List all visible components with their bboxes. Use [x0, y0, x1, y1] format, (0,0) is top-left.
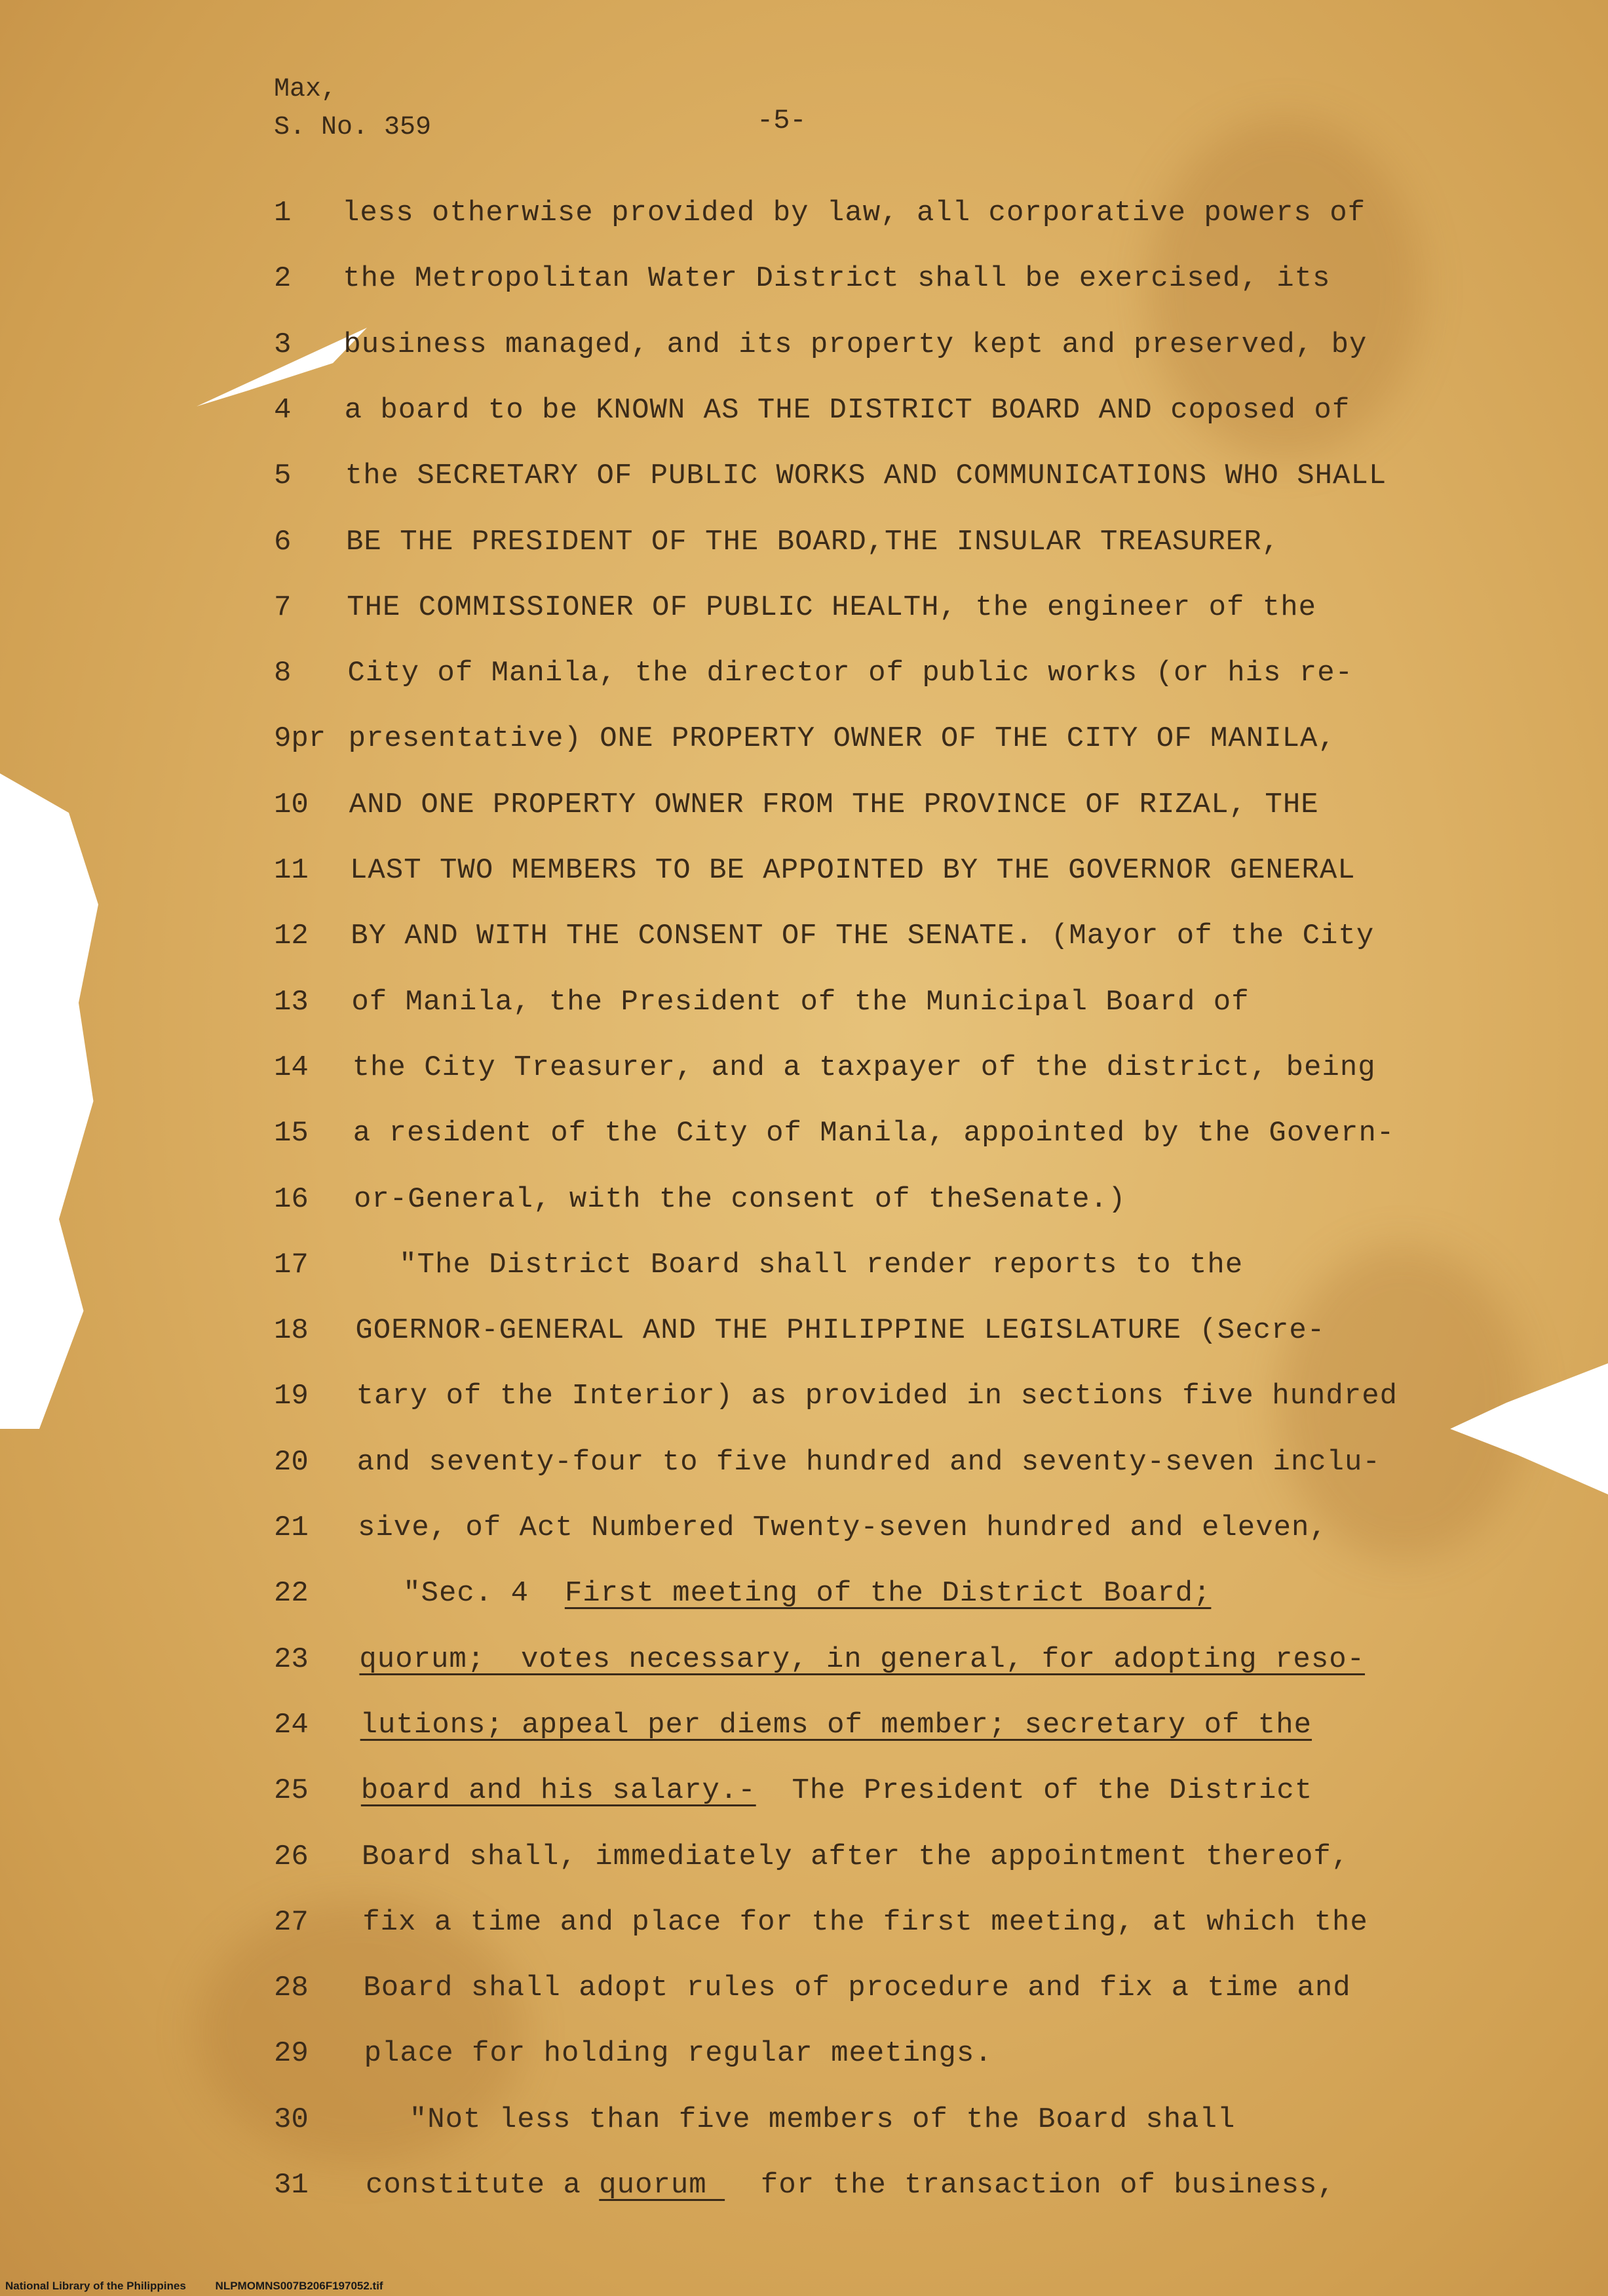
line-text	[358, 1511, 1328, 1544]
line-number: 14	[274, 1051, 309, 1084]
underlined-text: quorum; votes necessary, in general, for adopting reso-	[359, 1643, 1366, 1676]
line-text	[342, 197, 1366, 229]
line-number: 31	[274, 2169, 309, 2202]
line-number: 28	[274, 1972, 309, 2005]
line-text	[362, 1840, 1349, 1873]
text-segment: constitute a	[366, 2169, 600, 2202]
line-text	[349, 788, 1319, 821]
text-segment: a resident of the City of Manila, appointed by the Govern-	[353, 1117, 1395, 1150]
line-number: 19	[274, 1380, 309, 1413]
line-text	[353, 1117, 1394, 1150]
line-text	[360, 1709, 1312, 1741]
line-number: 13	[274, 985, 309, 1019]
line-number: 2	[274, 262, 292, 296]
text-segment: the Metropolitan Water District shall be exercised, its	[343, 262, 1331, 296]
line-text	[343, 262, 1330, 295]
line-text	[343, 328, 1367, 361]
footer	[5, 2280, 410, 2293]
text-segment: for the transaction of business,	[725, 2169, 1335, 2202]
line-text	[354, 1183, 1126, 1216]
text-segment: THE COMMISSIONER OF PUBLIC HEALTH, the engineer of the	[347, 591, 1317, 624]
line-text	[347, 657, 1353, 690]
text-segment: less otherwise provided by law, all corporative powers of	[342, 197, 1366, 229]
line-number: 8	[274, 657, 292, 690]
text-segment: LAST TWO MEMBERS TO BE APPOINTED BY THE GOVERNOR GENERAL	[350, 854, 1356, 887]
line-number: 27	[274, 1905, 309, 1939]
line-number: 30	[274, 2103, 309, 2136]
line-text	[361, 1774, 1312, 1807]
line-text	[355, 1314, 1325, 1347]
line-text	[351, 920, 1374, 952]
line-text	[363, 1972, 1350, 2004]
line-text	[410, 2103, 1236, 2136]
line-number: 26	[274, 1840, 309, 1873]
underlined-text: lutions; appeal per diems of member; secretary of the	[360, 1708, 1312, 1741]
line-text	[353, 1051, 1376, 1084]
sender-name: Max,	[274, 75, 337, 104]
text-segment: fix a time and place for the first meeting, at which the	[362, 1905, 1368, 1939]
text-segment: BY AND WITH THE CONSENT OF THE SENATE. (Mayor of the City	[351, 920, 1375, 953]
line-number: 21	[274, 1511, 309, 1544]
line-number: 6	[274, 525, 292, 558]
line-text	[366, 2169, 1335, 2202]
line-number: 29	[274, 2037, 309, 2071]
line-number: 9pr	[274, 722, 326, 756]
text-segment: presentative) ONE PROPERTY OWNER OF THE CITY OF MANILA,	[348, 722, 1336, 756]
text-segment: GOERNOR-GENERAL AND THE PHILIPPINE LEGISLATURE (Secre-	[355, 1314, 1326, 1348]
text-segment: "The District Board shall render reports to the	[399, 1248, 1244, 1281]
text-segment: or-General, with the consent of theSenate.)	[354, 1182, 1126, 1216]
text-segment: City of Manila, the director of public works (or his re-	[347, 657, 1354, 690]
line-number: 20	[274, 1445, 309, 1479]
line-text	[345, 394, 1350, 427]
text-segment: BE THE PRESIDENT OF THE BOARD,THE INSULAR TREASURER,	[346, 525, 1280, 558]
line-text	[403, 1577, 1211, 1610]
line-text	[349, 722, 1336, 755]
text-segment: a board to be KNOWN AS THE DISTRICT BOARD AND coposed of	[344, 393, 1350, 427]
line-text	[347, 591, 1316, 624]
line-number: 17	[274, 1248, 309, 1281]
page-number: -5-	[757, 105, 807, 136]
text-segment: "Sec. 4	[403, 1577, 565, 1610]
line-number: 11	[274, 854, 309, 887]
line-text	[364, 2037, 993, 2070]
line-text	[356, 1380, 1398, 1412]
file-id: NLPMOMNS007B206F197052.tif	[215, 2280, 383, 2292]
line-text	[345, 459, 1387, 492]
text-segment: of Manila, the President of the Municipal Board of	[351, 985, 1250, 1019]
line-text	[350, 854, 1356, 887]
document-header	[274, 71, 431, 147]
text-segment: the City Treasurer, and a taxpayer of the district, being	[352, 1051, 1376, 1084]
line-number: 5	[274, 459, 292, 493]
text-segment: business managed, and its property kept and preserved, by	[343, 328, 1368, 361]
line-number: 18	[274, 1314, 309, 1348]
text-segment: sive, of Act Numbered Twenty-seven hundred and eleven,	[358, 1511, 1328, 1544]
line-number: 4	[274, 393, 292, 427]
line-number: 22	[274, 1577, 309, 1610]
text-segment: Board shall, immediately after the appointment thereof,	[362, 1840, 1350, 1873]
text-segment: AND ONE PROPERTY OWNER FROM THE PROVINCE OF RIZAL, THE	[349, 788, 1319, 821]
line-number: 10	[274, 788, 309, 821]
line-text	[357, 1446, 1381, 1479]
line-text	[351, 986, 1249, 1019]
text-segment: tary of the Interior) as provided in sections five hundred	[356, 1380, 1398, 1413]
bill-number: S. No. 359	[274, 113, 432, 142]
underlined-text: quorum	[599, 2169, 725, 2202]
text-segment: place for holding regular meetings.	[364, 2037, 993, 2071]
text-segment: and seventy-four to five hundred and seventy-seven inclu-	[356, 1445, 1381, 1479]
line-text	[399, 1249, 1243, 1281]
line-text	[359, 1643, 1365, 1676]
text-segment: the SECRETARY OF PUBLIC WORKS AND COMMUNICATIONS WHO SHALL	[345, 459, 1387, 493]
line-text	[362, 1906, 1368, 1939]
line-number: 16	[274, 1182, 309, 1216]
text-segment: Board shall adopt rules of procedure and fix a time and	[363, 1972, 1351, 2005]
line-number: 1	[274, 197, 292, 229]
line-number: 25	[274, 1774, 309, 1808]
text-segment: The President of the District	[756, 1774, 1313, 1808]
line-number: 12	[274, 920, 309, 953]
text-segment: "Not less than five members of the Board shall	[409, 2103, 1236, 2136]
line-number: 24	[274, 1708, 309, 1741]
line-number: 23	[274, 1643, 309, 1676]
underlined-text: First meeting of the District Board;	[564, 1577, 1212, 1610]
line-number: 7	[274, 591, 292, 624]
line-text	[346, 526, 1280, 558]
library-credit: National Library of the Philippines	[5, 2280, 186, 2292]
underlined-text: board and his salary.-	[360, 1774, 756, 1808]
torn-edge-left	[0, 773, 98, 1429]
line-number: 15	[274, 1117, 309, 1150]
line-number: 3	[274, 328, 292, 361]
